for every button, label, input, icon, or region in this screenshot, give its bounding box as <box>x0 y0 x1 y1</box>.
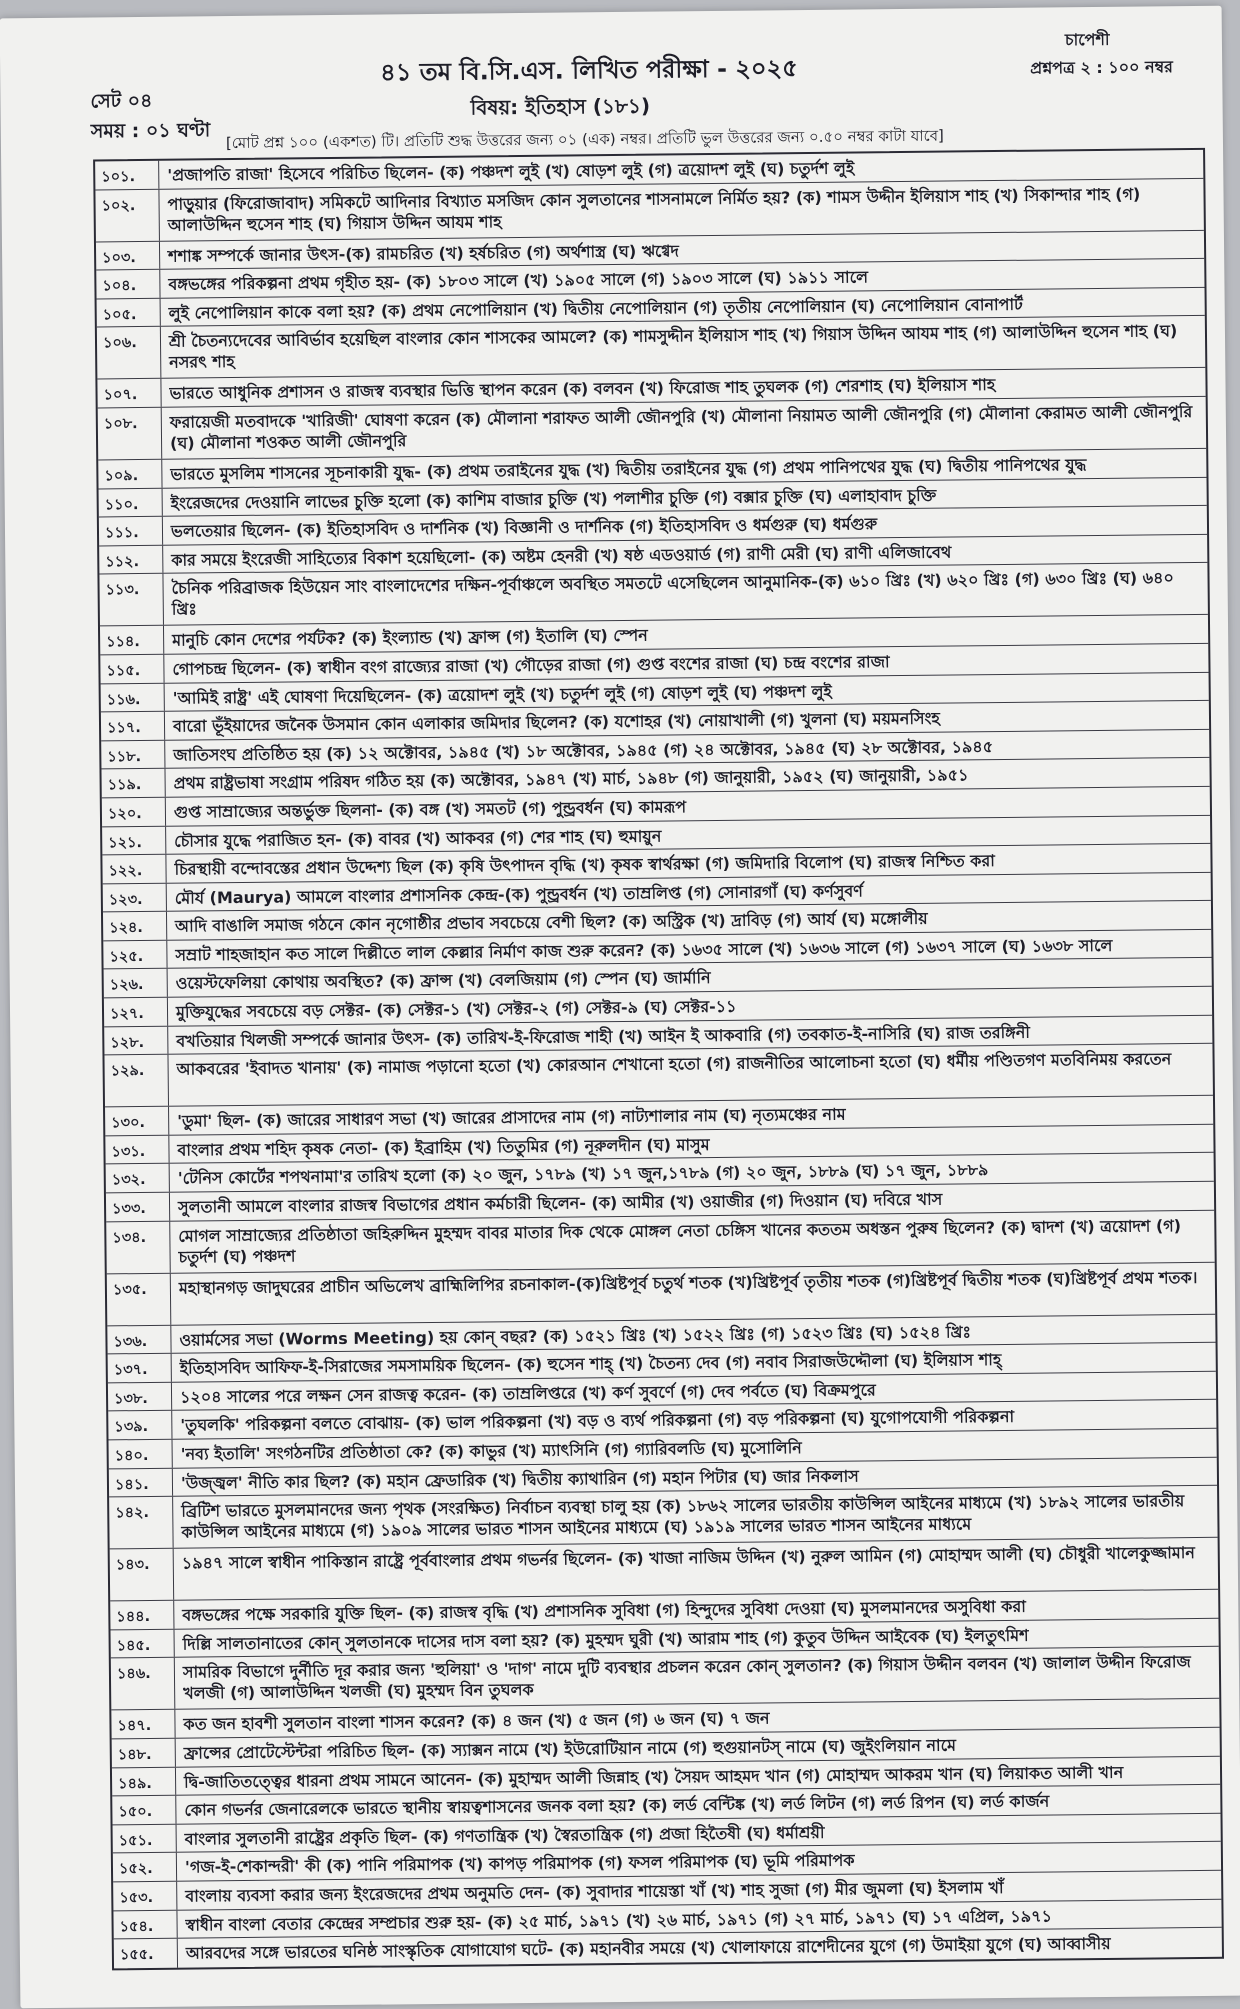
question-number: ১৫২. <box>113 1853 177 1881</box>
question-text: স্বাধীন বাংলা বেতার কেন্দ্রের সম্প্রচার শুরু হয়- (ক) ২৫ মার্চ, ১৯৭১ (খ) ২৬ মার্চ, ১৯৭১ (গ) ২৭ মার্চ, ১৯৭১ (ঘ) ১৭ এপ্রিল, ১৯৭১ <box>185 1906 1052 1935</box>
question-number: ১১৪. <box>100 626 164 654</box>
question-number: ১৪৬. <box>111 1658 176 1710</box>
question-text: ইংরেজদের দেওয়ানি লাভের চুক্তি হলো (ক) কাশিম বাজার চুক্তি (খ) পলাশীর চুক্তি (গ) বক্সার চুক্তি (ঘ) এলাহাবাদ চুক্তি <box>170 485 937 513</box>
question-text: কার সময়ে ইংরেজী সাহিত্যের বিকাশ হয়েছিলো- (ক) অষ্টম হেনরী (খ) ষষ্ঠ এডওয়ার্ড (গ) রাণী মেরী (ঘ) রাণী এলিজাবেথ <box>171 542 952 570</box>
question-number: ১৩৬. <box>107 1325 171 1353</box>
question-number: ১৪৪. <box>110 1601 174 1629</box>
question-text: 'প্রজাপতি রাজা' হিসেবে পরিচিত ছিলেন- (ক) পঞ্চদশ লুই (খ) ষোড়শ লুই (গ) ত্রয়োদশ লুই (ঘ) চতুর্দশ লুই <box>167 158 855 185</box>
question-text: সম্রাট শাহজাহান কত সালে দিল্লীতে লাল কেল্লার নির্মাণ কাজ শুরু করেন? (ক) ১৬৩৫ সালে (খ) ১৬৩৬ সালে (গ) ১৬৩৭ সালে (ঘ) ১৬৩৮ সালে <box>175 935 1113 965</box>
question-text: দ্বি-জাতিতত্ত্বের ধারনা প্রথম সামনে আনেন- (ক) মুহাম্মদ আলী জিন্নাহ (খ) সৈয়দ আহমদ খান (গ) মোহাম্মদ আকরম খান (ঘ) লিয়াকত আলী খান <box>183 1762 1124 1792</box>
question-number: ১১৭. <box>101 712 165 740</box>
question-number: ১৪৩. <box>110 1549 175 1601</box>
question-number: ১০৯. <box>98 460 162 488</box>
question-text: ভারতে মুসলিম শাসনের সূচনাকারী যুদ্ধ- (ক) প্রথম তরাইনের যুদ্ধ (খ) দ্বিতীয় তরাইনের যুদ্ধ (গ) প্রথম পানিপথের যুদ্ধ (ঘ) দ্বিতীয় পানিপথের যুদ্ধ <box>170 455 1087 484</box>
question-text: কত জন হাবশী সুলতান বাংলা শাসন করেন? (ক) ৪ জন (খ) ৫ জন (গ) ৬ জন (ঘ) ৭ জন <box>183 1708 770 1734</box>
question-text: ফরায়েজী মতবাদকে 'খারিজী' ঘোষণা করেন (ক) মৌলানা শরাফত আলী জৌনপুরি (খ) মৌলানা নিয়ামত আলী জৌনপুরি (গ) মৌলানা কেরামত আলী জৌনপুরি (ঘ) মৌলানা শওকত আলী জৌনপুরি <box>169 401 1193 453</box>
question-number: ১৩২. <box>106 1164 170 1192</box>
question-text: ওয়ার্মসের সভা (Worms Meeting) হয় কোন্ বছর? (ক) ১৫২১ খ্রিঃ (খ) ১৫২২ খ্রিঃ (গ) ১৫২৩ খ্রিঃ (ঘ) ১৫২৪ খ্রিঃ <box>179 1321 972 1350</box>
question-text: দিল্লি সালতানাতের কোন্ সুলতানকে দাসের দাস বলা হয়? (ক) মুহম্মদ ঘুরী (খ) আরাম শাহ (গ) কুতুব উদ্দিন আইবেক (ঘ) ইলতুৎমিশ <box>182 1625 1029 1654</box>
question-number: ১২৬. <box>104 969 168 997</box>
question-text: মৌর্য (Maurya) আমলে বাংলার প্রশাসনিক কেন্দ্র-(ক) পুন্ড্রবর্ধন (খ) তাম্রলিপ্ত (গ) সোনারগাঁ (ঘ) কর্ণসুবর্ণ <box>174 881 864 908</box>
question-number: ১৫৫. <box>114 1939 178 1968</box>
question-text: পাড়ুয়ার (ফিরোজাবাদ) সমিকটে আদিনার বিখ্যাত মসজিদ কোন সুলতানের শাসনামলে নির্মিত হয়? (ক) শামস উদ্দীন ইলিয়াস শাহ (খ) সিকান্দার শাহ (গ) আলাউদ্দিন হুসেন শাহ (ঘ) গিয়াস উদ্দিন আযম শাহ <box>167 184 1141 235</box>
question-number: ১০৭. <box>97 379 161 407</box>
question-text: ইতিহাসবিদ আফিফ-ই-সিরাজের সমসাময়িক ছিলেন- (ক) হুসেন শাহ্ (খ) চৈতন্য দেব (গ) নবাব সিরাজউদ্দৌলা (ঘ) ইলিয়াস শাহ্ <box>179 1350 1002 1378</box>
question-text: বাংলার সুলতানী রাষ্ট্রের প্রকৃতি ছিল- (ক) গণতান্ত্রিক (খ) স্বৈরতান্ত্রিক (গ) প্রজা হিতৈষী (ঘ) ধর্মাশ্রয়ী <box>184 1822 825 1849</box>
question-number: ১২১. <box>102 826 166 854</box>
question-text: ফ্রান্সের প্রোটেস্টেন্টরা পরিচিত ছিল- (ক) স্যাক্সন নামে (খ) ইউরোটিয়ান নামে (গ) হুগুয়ানটস্ নামে (ঘ) জুইংলিয়ান নামে <box>183 1735 957 1763</box>
question-text: গুপ্ত সাম্রাজ্যের অন্তর্ভুক্ত ছিলনা- (ক) বঙ্গ (খ) সমতট (গ) পুন্ড্রবর্ধন (ঘ) কামরূপ <box>173 797 687 822</box>
question-number: ১৪২. <box>109 1497 174 1549</box>
question-text: বাংলার প্রথম শহিদ কৃষক নেতা- (ক) ইব্রাহিম (খ) তিতুমির (গ) নূরুলদীন (ঘ) মাসুম <box>177 1134 710 1160</box>
question-text: ভলতেয়ার ছিলেন- (ক) ইতিহাসবিদ ও দার্শনিক (খ) বিজ্ঞানী ও দার্শনিক (গ) ইতিহাসবিদ ও ধর্মগুরু (ঘ) ধর্মগুরু <box>170 514 878 541</box>
question-text: জাতিসংঘ প্রতিষ্ঠিত হয় (ক) ১২ অক্টোবর, ১৯৪৫ (খ) ১৮ অক্টোবর, ১৯৪৫ (গ) ২৪ অক্টোবর, ১৯৪৫ (ঘ) ২৮ অক্টোবর, ১৯৪৫ <box>173 736 994 765</box>
question-text: আকবরের 'ইবাদত খানায়' (ক) নামাজ পড়ানো হতো (খ) কোরআন শেখানো হতো (গ) রাজনীতির আলোচনা হতো (ঘ) ধর্মীয় পণ্ডিতগণ মতবিনিময় করতেন <box>176 1049 1172 1079</box>
question-number: ১৩৯. <box>108 1411 172 1439</box>
question-text: ওয়েস্টফেলিয়া কোথায় অবস্থিত? (ক) ফ্রান্স (খ) বেলজিয়াম (গ) স্পেন (ঘ) জার্মানি <box>175 968 711 994</box>
question-number: ১১৩. <box>99 574 164 626</box>
question-text: 'গজ-ই-শেকান্দরী' কী (ক) পানি পরিমাপক (খ) কাপড় পরিমাপক (গ) ফসল পরিমাপক (ঘ) ভূমি পরিমাপক <box>184 1850 855 1877</box>
question-text: লুই নেপোলিয়ান কাকে বলা হয়? (ক) প্রথম নেপোলিয়ান (খ) দ্বিতীয় নেপোলিয়ান (গ) তৃতীয় নেপোলিয়ান (ঘ) নেপোলিয়ান বোনাপার্ট <box>168 294 1023 323</box>
question-number: ১৫৩. <box>113 1882 177 1910</box>
question-number: ১৩৪. <box>106 1221 171 1273</box>
question-number: ১৩৫. <box>107 1273 172 1325</box>
question-number: ১৩৮. <box>108 1383 172 1411</box>
question-number: ১৪৭. <box>111 1710 175 1738</box>
question-number: ১২০. <box>102 798 166 826</box>
marks-note: [মোট প্রশ্ন ১০০ (একশত) টি। প্রতিটি শুদ্ধ উত্তরের জন্য ০১ (এক) নম্বর। প্রতিটি ভুল উত্তরের জন্য ০.৫০ নম্বর কাটা যাবে] <box>225 126 944 153</box>
question-text: আরবদের সঙ্গে ভারতের ঘনিষ্ঠ সাংস্কৃতিক যোগাযোগ ঘটে- (ক) মহানবীর সময়ে (খ) খোলাফায়ে রাশেদীনের যুগে (গ) উমাইয়া যুগে (ঘ) আব্বাসীয় <box>185 1934 1111 1963</box>
question-text: বঙ্গভঙ্গের পক্ষে সরকারি যুক্তি ছিল- (ক) রাজস্ব বৃদ্ধি (খ) প্রশাসনিক সুবিধা (গ) হিন্দুদের সুবিধা দেওয়া (ঘ) মুসলমানদের অসুবিধা করা <box>182 1596 1026 1625</box>
question-text: ভারতে আধুনিক প্রশাসন ও রাজস্ব ব্যবস্থার ভিত্তি স্থাপন করেন (ক) বলবন (খ) ফিরোজ শাহ তুঘলক (গ) শেরশাহ (ঘ) ইলিয়াস শাহ <box>169 375 996 404</box>
question-text: 'আমিই রাষ্ট্র' এই ঘোষণা দিয়েছিলেন- (ক) ত্রয়োদশ লুই (খ) চতুর্দশ লুই (গ) ষোড়শ লুই (ঘ) পঞ্চদশ লুই <box>172 681 832 708</box>
question-text: 'ডুমা' ছিল- (ক) জারের সাধারণ সভা (খ) জারের প্রাসাদের নাম (গ) নাট্যশালার নাম (ঘ) নৃত্যমঞ্চের নাম <box>177 1104 846 1131</box>
question-number: ১৪৫. <box>110 1629 174 1657</box>
question-number: ১৫০. <box>112 1796 176 1824</box>
question-number: ১২২. <box>102 855 166 883</box>
question-number: ১২৮. <box>104 1026 168 1054</box>
question-text: ১২০৪ সালের পরে লক্ষন সেন রাজত্ব করেন- (ক) তাম্রলিপ্তরে (খ) কর্ণ সুবর্ণে (গ) দেব পর্বতে (ঘ) বিক্রমপুরে <box>179 1380 876 1407</box>
question-text: ১৯৪৭ সালে স্বাধীন পাকিস্তান রাষ্ট্রে পূর্ববাংলার প্রথম গভর্নর ছিলেন- (ক) খাজা নাজিম উদ্দিন (খ) নুরুল আমিন (গ) মোহাম্মদ আলী (ঘ) চৌধুরী খালেকুজ্জামান <box>181 1543 1196 1573</box>
question-number: ১২৭. <box>104 998 168 1026</box>
question-text: সুলতানী আমলে বাংলার রাজস্ব বিভাগের প্রধান কর্মচারী ছিলেন- (ক) আমীর (খ) ওয়াজীর (গ) দিওয়ান (ঘ) দবিরে খাস <box>177 1189 943 1217</box>
question-number: ১৫৪. <box>113 1910 177 1938</box>
question-text: শ্রী চৈতন্যদেবের আবির্ভাব হয়েছিল বাংলার কোন শাসকের আমলে? (ক) শামসুদ্দীন ইলিয়াস শাহ (খ) গিয়াস উদ্দিন আযম শাহ (গ) আলাউদ্দিন হুসেন শাহ (ঘ) নসরৎ শাহ <box>168 321 1178 373</box>
question-text: প্রথম রাষ্ট্রভাষা সংগ্রাম পরিষদ গঠিত হয় (ক) অক্টোবর, ১৯৪৭ (খ) মার্চ, ১৯৪৮ (গ) জানুয়ারী, ১৯৫২ (ঘ) জানুয়ারী, ১৯৫১ <box>173 765 969 793</box>
question-text: মহাস্থানগড় জাদুঘরের প্রাচীন অভিলেখ ব্রাহ্মিলিপির রচনাকাল-(ক)খ্রিষ্টপূর্ব চতুর্থ শতক (খ)খ্রিষ্টপূর্ব তৃতীয় শতক (গ)খ্রিষ্টপূর্ব দ্বিতীয় শতক (ঘ)খ্রিষ্টপূর্ব প্রথম শতক। <box>178 1267 1198 1298</box>
question-number: ১৪০. <box>109 1440 173 1468</box>
question-number: ১০৮. <box>98 408 163 460</box>
question-number: ১৪১. <box>109 1468 173 1496</box>
question-number: ১০৪. <box>96 270 160 298</box>
question-text: শশাঙ্ক সম্পর্কে জানার উৎস-(ক) রামচরিত (খ) হর্ষচরিত (গ) অর্থশাস্ত্র (ঘ) ঋগ্বেদ <box>168 240 679 266</box>
question-number: ১০৩. <box>96 241 160 269</box>
time-label: সময় : ০১ ঘণ্টা <box>90 119 211 143</box>
question-text: 'উজ্জ্বল' নীতি কার ছিল? (ক) মহান ফ্রেডারিক (খ) দ্বিতীয় ক্যাথারিন (গ) মহান পিটার (ঘ) জার নিকলাস <box>180 1466 859 1493</box>
question-number: ১১১. <box>99 517 163 545</box>
question-text: আদি বাঙালি সমাজ গঠনে কোন নৃগোষ্ঠীর প্রভাব সবচেয়ে বেশী ছিল? (ক) অস্ট্রিক (খ) দ্রাবিড় (গ) আর্য (ঘ) মঙ্গোলীয় <box>175 909 928 936</box>
question-number: ১১৮. <box>101 740 165 768</box>
question-number: ১১৬. <box>101 683 165 711</box>
question-number: ১১২. <box>99 546 163 574</box>
question-number: ১৩৭. <box>108 1354 172 1382</box>
question-text: চৈনিক পরিব্রাজক হিউয়েন সাং বাংলাদেশের দক্ষিন-পূর্বাঞ্চলে অবস্থিত সমতটে এসেছিলেন আনুমানিক-(ক) ৬১০ খ্রিঃ (খ) ৬২০ খ্রিঃ (গ) ৬৩০ খ্রিঃ (ঘ) ৬৪০ খ্রিঃ <box>171 568 1174 620</box>
question-text: বখতিয়ার খিলজী সম্পর্কে জানার উৎস- (ক) তারিখ-ই-ফিরোজ শাহী (খ) আইন ই আকবারি (গ) তবকাত-ই-নাসিরি (ঘ) রাজ তরঙ্গিনী <box>176 1022 1031 1051</box>
question-text: গোপচন্দ্র ছিলেন- (ক) স্বাধীন বংগ রাজ্যের রাজা (খ) গৌড়ের রাজা (গ) গুপ্ত বংশের রাজা (ঘ) চন্দ্র বংশের রাজা <box>172 652 890 679</box>
question-text: চিরস্থায়ী বন্দোবস্তের প্রধান উদ্দেশ্য ছিল (ক) কৃষি উৎপাদন বৃদ্ধি (খ) কৃষক স্বার্থরক্ষা (গ) জমিদারি বিলোপ (ঘ) রাজস্ব নিশ্চিত করা <box>174 851 995 879</box>
question-number: ১২৫. <box>103 941 167 969</box>
corner-label: চাপেশী <box>1064 29 1110 50</box>
question-number: ১২৩. <box>103 883 167 911</box>
question-text: মোগল সাম্রাজ্যের প্রতিষ্ঠাতা জহিরুদ্দিন মুহম্মদ বাবর মাতার দিক থেকে মোঙ্গল নেতা চেঙ্গিস খানের কততম অধস্তন পুরুষ ছিলেন? (ক) দ্বাদশ (খ) ত্রয়োদশ (গ) চতুর্দশ (ঘ) পঞ্চদশ <box>178 1215 1182 1267</box>
question-text: বঙ্গভঙ্গের পরিকল্পনা প্রথম গৃহীত হয়- (ক) ১৮০৩ সালে (খ) ১৯০৫ সালে (গ) ১৯০৩ সালে (ঘ) ১৯১১ সালে <box>168 267 869 294</box>
question-text: কোন গভর্নর জেনারেলকে ভারতে স্থানীয় স্বায়ত্বশাসনের জনক বলা হয়? (ক) লর্ড বেন্টিঙ্ক (খ) লর্ড লিটন (গ) লর্ড রিপন (ঘ) লর্ড কার্জন <box>184 1791 1050 1820</box>
exam-paper <box>0 6 1240 2009</box>
question-text: 'নব্য ইতালি' সংগঠনটির প্রতিষ্ঠাতা কে? (ক) কাভুর (খ) ম্যাৎসিনি (গ) গ্যারিবলডি (ঘ) মুসোলিনি <box>180 1438 802 1464</box>
question-text: ব্রিটিশ ভারতে মুসলমানদের জন্য পৃথক (সংরক্ষিত) নির্বাচন ব্যবস্থা চালু হয় (ক) ১৮৬২ সালের ভারতীয় কাউন্সিল আইনের মাধ্যমে (খ) ১৮৯২ সালের ভারতীয় কাউন্সিল আইনের মাধ্যমে (গ) ১৯০৯ সালের ভারত শাসন আইনের মাধ্যমে (ঘ) ১৯১৯ সালের ভারত শাসন আইনের মাধ্যমে <box>181 1491 1185 1542</box>
question-number: ১১৯. <box>101 769 165 797</box>
question-text: বারো ভূঁইয়াদের জনৈক উসমান কোন এলাকার জমিদার ছিলেন? (ক) যশোহর (খ) নোয়াখালী (গ) খুলনা (ঘ) ময়মনসিংহ <box>172 708 940 736</box>
question-text: চৌসার যুদ্ধে পরাজিত হন- (ক) বাবর (খ) আকবর (গ) শের শাহ (ঘ) হুমায়ুন <box>174 826 662 851</box>
question-number: ১৩১. <box>105 1136 169 1164</box>
question-number: ১০৬. <box>97 327 162 379</box>
question-number: ১৫১. <box>113 1824 177 1852</box>
question-number: ১২৪. <box>103 912 167 940</box>
question-text: মুক্তিযুদ্ধের সবচেয়ে বড় সেক্টর- (ক) সেক্টর-১ (খ) সেক্টর-২ (গ) সেক্টর-৯ (ঘ) সেক্টর-১১ <box>175 996 737 1022</box>
set-label: সেট ০৪ <box>90 89 153 113</box>
question-number: ১০২. <box>95 189 160 241</box>
question-text: সামরিক বিভাগে দুর্নীতি দূর করার জন্য 'হুলিয়া' ও 'দাগ' নামে দুটি ব্যবস্থার প্রচলন করেন কোন্ সুলতান? (ক) গিয়াস উদ্দীন বলবন (খ) জালাল উদ্দীন ফিরোজ খলজী (গ) আলাউদ্দিন খলজী (ঘ) মুহম্মদ বিন তুঘলক <box>182 1652 1191 1704</box>
question-number: ১১৫. <box>100 655 164 683</box>
question-text: বাংলায় ব্যবসা করার জন্য ইংরেজদের প্রথম অনুমতি দেন- (ক) সুবাদার শায়েস্তা খাঁ (খ) শাহ সুজা (গ) মীর জুমলা (ঘ) ইসলাম খাঁ <box>185 1877 1004 1906</box>
question-text: 'টেনিস কোর্টের শপথনামা'র তারিখ হলো (ক) ২০ জুন, ১৭৮৯ (খ) ১৭ জুন,১৭৮৯ (গ) ২০ জুন, ১৮৮৯ (ঘ) ১৭ জুন, ১৮৮৯ <box>177 1160 989 1189</box>
question-number: ১৩৩. <box>106 1193 170 1221</box>
subject-label: বিষয়: ইতিহাস (১৮১) <box>470 93 651 120</box>
question-text: মানুচি কোন দেশের পর্যটক? (ক) ইংল্যান্ড (খ) ফ্রান্স (গ) ইতালি (ঘ) স্পেন <box>172 626 648 651</box>
question-number: ১৪৯. <box>112 1767 176 1795</box>
question-table <box>93 148 1224 1970</box>
question-text: 'তুঘলকি' পরিকল্পনা বলতে বোঝায়- (ক) ভাল পরিকল্পনা (খ) বড় ও ব্যর্থ পরিকল্পনা (গ) বড় পরিকল্পনা (ঘ) যুগোপযোগী পরিকল্পনা <box>180 1407 1015 1436</box>
paper-marks: প্রশ্নপত্র ২ : ১০০ নম্বর <box>1030 57 1173 78</box>
question-number: ১০১. <box>95 161 159 189</box>
question-number: ১১০. <box>99 488 163 516</box>
question-number: ১৩০. <box>105 1107 169 1135</box>
question-number: ১২৯. <box>104 1055 169 1107</box>
question-number: ১৪৮. <box>112 1739 176 1767</box>
question-number: ১০৫. <box>97 299 161 327</box>
exam-title: ৪১ তম বি.সি.এস. লিখিত পরীক্ষা - ২০২৫ <box>380 54 798 87</box>
